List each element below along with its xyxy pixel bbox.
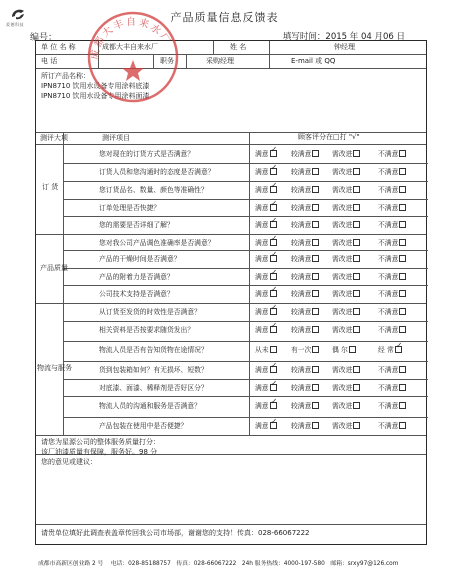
checked-checkbox-icon[interactable]: [270, 384, 277, 391]
checkbox-icon[interactable]: [312, 402, 319, 409]
rating-option[interactable]: [378, 148, 406, 158]
checkbox-icon[interactable]: [312, 255, 319, 262]
rating-option[interactable]: [255, 400, 277, 410]
rating-option[interactable]: [291, 166, 319, 176]
checkbox-icon[interactable]: [353, 290, 360, 297]
checked-checkbox-icon[interactable]: [395, 346, 402, 353]
checkbox-icon[interactable]: [312, 239, 319, 246]
checkbox-icon[interactable]: [399, 186, 406, 193]
rating-option-label: 满意: [255, 308, 269, 316]
rating-option[interactable]: [378, 184, 406, 194]
rating-option[interactable]: [291, 400, 319, 410]
question-text: 产品包装在使用中是否便捷？: [99, 422, 188, 430]
rating-option-label: 需改进: [332, 221, 353, 229]
question-text: 货到包装箱如何？有无损坏、短数？: [99, 366, 208, 374]
checkbox-icon[interactable]: [399, 273, 406, 280]
rating-option-label: 不满意: [378, 204, 399, 212]
rating-option-label: 较满意: [291, 150, 312, 158]
checkbox-icon[interactable]: [399, 422, 406, 429]
rating-option[interactable]: [291, 364, 319, 374]
checked-checkbox-icon[interactable]: [270, 290, 277, 297]
rating-option-label: 较满意: [291, 239, 312, 247]
rating-option[interactable]: [332, 382, 360, 392]
logo-text: 爱德科技: [6, 22, 24, 27]
rating-option[interactable]: [378, 382, 406, 392]
rating-option[interactable]: [332, 237, 360, 247]
checkbox-icon[interactable]: [399, 290, 406, 297]
rating-option[interactable]: [332, 306, 360, 316]
rating-option-label: 满意: [255, 221, 269, 229]
checkbox-icon[interactable]: [399, 239, 406, 246]
rating-option-label: 不满意: [378, 366, 399, 374]
rating-option-label: 需改进: [332, 168, 353, 176]
rating-option[interactable]: [255, 148, 277, 158]
rating-option[interactable]: [378, 324, 406, 334]
checked-checkbox-icon[interactable]: [270, 273, 277, 280]
rating-option-label: 较满意: [291, 204, 312, 212]
question-text: 订货人员和您沟通时的态度是否满意？: [99, 168, 215, 176]
rating-option[interactable]: [255, 271, 277, 281]
feedback-form-table: [35, 40, 427, 545]
rating-option-label: 不满意: [378, 273, 399, 281]
rating-option-label: 较满意: [291, 255, 312, 263]
rating-option-label: 满意: [255, 366, 269, 374]
group-label-ordering: 订 货: [42, 183, 59, 191]
footer-address: 成都市高新区创业路 2 号: [38, 561, 104, 567]
checkbox-icon[interactable]: [353, 402, 360, 409]
question-text: 从订货至发货的时效性是否满意？: [99, 308, 201, 316]
rating-option[interactable]: [255, 306, 277, 316]
rating-option-label: 不满意: [378, 168, 399, 176]
question-text: 相关资料是否按要求随货发出？: [99, 326, 195, 334]
rating-option[interactable]: [378, 306, 406, 316]
rating-option-label: 较满意: [291, 273, 312, 281]
rating-option[interactable]: [378, 219, 406, 229]
group-label-logistics: 物流与服务: [37, 364, 72, 372]
rating-option[interactable]: [378, 253, 406, 263]
checkbox-icon[interactable]: [353, 422, 360, 429]
rating-option[interactable]: [255, 344, 277, 354]
question-text: 订单处理是否快捷？: [99, 204, 161, 212]
rating-option-label: 有一次: [291, 346, 312, 354]
checked-checkbox-icon[interactable]: [270, 255, 277, 262]
checkbox-icon[interactable]: [353, 150, 360, 157]
question-text: 物流人员是否有告知货物在途情况？: [99, 346, 208, 354]
checked-checkbox-icon[interactable]: [270, 239, 277, 246]
rating-option[interactable]: [291, 420, 319, 430]
rating-option[interactable]: [255, 324, 277, 334]
form-title: 产品质量信息反馈表: [170, 11, 279, 24]
rating-option-label: 满意: [255, 168, 269, 176]
rating-option-label: 满意: [255, 204, 269, 212]
checkbox-icon[interactable]: [353, 168, 360, 175]
checkbox-icon[interactable]: [399, 326, 406, 333]
rating-option-label: 满意: [255, 384, 269, 392]
rating-option-label: 较满意: [291, 168, 312, 176]
serial-number-label: 编号：: [30, 33, 58, 43]
item-column-header: 测评项目: [102, 134, 130, 142]
rating-option[interactable]: [378, 271, 406, 281]
rating-option[interactable]: [291, 184, 319, 194]
rating-option[interactable]: [332, 271, 360, 281]
rating-option-label: 不满意: [378, 255, 399, 263]
rating-option-label: 满意: [255, 255, 269, 263]
checkbox-icon[interactable]: [353, 239, 360, 246]
rating-option-label: 需改进: [332, 204, 353, 212]
checkbox-icon[interactable]: [312, 290, 319, 297]
checkbox-icon[interactable]: [353, 204, 360, 211]
rating-option-label: 需改进: [332, 308, 353, 316]
checkbox-icon[interactable]: [349, 346, 356, 353]
duty-value: 采购经理: [206, 57, 234, 65]
footer-phone: 电话：028-85188757: [110, 561, 171, 567]
footer-hotline: 24h 服务热线：4000-197-580: [241, 561, 325, 567]
question-text: 您订货品名、数量、颜色等准确性？: [99, 186, 208, 194]
rating-option[interactable]: [255, 420, 277, 430]
rating-option[interactable]: [255, 288, 277, 298]
rating-option[interactable]: [291, 324, 319, 334]
rating-option[interactable]: [378, 166, 406, 176]
rating-option-label: 不满意: [378, 422, 399, 430]
checkbox-icon[interactable]: [353, 384, 360, 391]
rating-option-label: 不满意: [378, 239, 399, 247]
rating-option[interactable]: [332, 400, 360, 410]
rating-option[interactable]: [332, 364, 360, 374]
checkbox-icon[interactable]: [312, 346, 319, 353]
product-item: IPN8710 饮用水设备专用涂料面漆: [41, 92, 150, 100]
rating-option-label: 需改进: [332, 326, 353, 334]
rating-option-label: 满意: [255, 186, 269, 194]
checkbox-icon[interactable]: [312, 168, 319, 175]
checked-checkbox-icon[interactable]: [270, 204, 277, 211]
checkbox-icon[interactable]: [353, 255, 360, 262]
checkbox-icon[interactable]: [399, 221, 406, 228]
rating-option[interactable]: [332, 202, 360, 212]
company-seal-stamp: [86, 10, 180, 104]
checkbox-icon[interactable]: [353, 366, 360, 373]
rating-option[interactable]: [378, 202, 406, 212]
unit-name-value: 成都大丰自来水厂: [102, 43, 158, 51]
rating-option-label: 需改进: [332, 150, 353, 158]
checkbox-icon[interactable]: [353, 221, 360, 228]
rating-option-label: 不满意: [378, 290, 399, 298]
rating-option-label: 需改进: [332, 402, 353, 410]
rating-option[interactable]: [332, 288, 360, 298]
rating-option-label: 较满意: [291, 221, 312, 229]
rating-option-label: 较满意: [291, 308, 312, 316]
question-text: 您对我公司产品调色准确率是否满意？: [99, 239, 215, 247]
rating-option-label: 需改进: [332, 186, 353, 194]
checkbox-icon[interactable]: [399, 366, 406, 373]
rating-option[interactable]: [332, 344, 356, 354]
checkbox-icon[interactable]: [312, 384, 319, 391]
checkbox-icon[interactable]: [353, 308, 360, 315]
question-text: 公司技术支持是否满意？: [99, 290, 174, 298]
rating-option[interactable]: [332, 324, 360, 334]
rating-option[interactable]: [332, 148, 360, 158]
checkbox-icon[interactable]: [312, 422, 319, 429]
rating-option[interactable]: [332, 420, 360, 430]
checkbox-icon[interactable]: [312, 221, 319, 228]
rating-option-label: 经 常: [378, 346, 394, 354]
rating-column-header: 顾客评分在□打 "√": [298, 133, 360, 141]
checkbox-icon[interactable]: [353, 273, 360, 280]
rating-option[interactable]: [378, 400, 406, 410]
rating-option-label: 较满意: [291, 186, 312, 194]
rating-option[interactable]: [332, 184, 360, 194]
rating-option[interactable]: [291, 148, 319, 158]
svg-text:成都大丰自来水厂: 成都大丰自来水厂: [89, 16, 173, 61]
checkbox-icon[interactable]: [312, 204, 319, 211]
checked-checkbox-icon[interactable]: [270, 326, 277, 333]
checkbox-icon[interactable]: [399, 402, 406, 409]
return-instructions: 请贵单位填好此调查表盖章传回我公司市场部，谢谢您的支持！传真：028-66067222: [41, 529, 310, 537]
rating-option[interactable]: [255, 382, 277, 392]
rating-option[interactable]: [255, 237, 277, 247]
rating-option-label: 需改进: [332, 255, 353, 263]
checkbox-icon[interactable]: [312, 308, 319, 315]
question-text: 您对现在的订货方式是否满意？: [99, 150, 195, 158]
products-label: 所订产品名称：: [41, 72, 90, 80]
group-label-quality: 产品质量: [40, 264, 68, 272]
footer-email: 邮箱：srxy97@126.com: [330, 561, 399, 567]
name-value: 钟经理: [334, 43, 355, 51]
rating-option-label: 较满意: [291, 366, 312, 374]
question-text: 物流人员的沟通和服务是否满意？: [99, 402, 201, 410]
rating-option[interactable]: [255, 253, 277, 263]
rating-option[interactable]: [291, 202, 319, 212]
checkbox-icon[interactable]: [399, 204, 406, 211]
rating-option-label: 不满意: [378, 308, 399, 316]
rating-option-label: 满意: [255, 150, 269, 158]
rating-option[interactable]: [378, 420, 406, 430]
rating-option[interactable]: [291, 288, 319, 298]
rating-option-label: 需改进: [332, 366, 353, 374]
checkbox-icon[interactable]: [312, 186, 319, 193]
checkbox-icon[interactable]: [270, 346, 277, 353]
rating-option-label: 不满意: [378, 221, 399, 229]
question-text: 您的需要是否详细了解？: [99, 221, 174, 229]
overall-score-prompt: 请您为星源公司的整体服务质量打分：: [41, 438, 160, 446]
duty-label: 职务: [160, 57, 174, 65]
checkbox-icon[interactable]: [399, 384, 406, 391]
name-label: 姓 名: [230, 43, 247, 51]
checkbox-icon[interactable]: [399, 255, 406, 262]
suggestions-label: 您的意见或建议：: [41, 458, 97, 466]
rating-option[interactable]: [291, 219, 319, 229]
rating-option-label: 满意: [255, 273, 269, 281]
product-item: IPN8710 饮用水设备专用涂料底漆: [41, 82, 150, 90]
checked-checkbox-icon[interactable]: [270, 221, 277, 228]
checkbox-icon[interactable]: [353, 326, 360, 333]
phone-label: 电 话: [41, 57, 58, 65]
rating-option-label: 需改进: [332, 422, 353, 430]
checkbox-icon[interactable]: [399, 168, 406, 175]
email-label: E-mail 或 QQ: [291, 57, 336, 65]
rating-option[interactable]: [291, 344, 319, 354]
rating-option-label: 不满意: [378, 326, 399, 334]
rating-option[interactable]: [255, 364, 277, 374]
checked-checkbox-icon[interactable]: [270, 422, 277, 429]
rating-option[interactable]: [332, 219, 360, 229]
rating-option[interactable]: [378, 288, 406, 298]
checked-checkbox-icon[interactable]: [270, 168, 277, 175]
rating-option-label: 满意: [255, 290, 269, 298]
footer-bar: [38, 558, 398, 567]
rating-option[interactable]: [291, 253, 319, 263]
question-text: 对底漆、面漆、稀释剂是否好区分？: [99, 384, 208, 392]
rating-option-label: 不满意: [378, 384, 399, 392]
rating-option-label: 满意: [255, 422, 269, 430]
fill-date: 填写时间：2015 年 04 月06 日: [282, 32, 405, 42]
rating-option[interactable]: [378, 344, 402, 354]
rating-option-label: 不满意: [378, 186, 399, 194]
rating-option-label: 需改进: [332, 239, 353, 247]
rating-option-label: 偶 尔: [332, 346, 348, 354]
rating-option[interactable]: [255, 202, 277, 212]
rating-option-label: 较满意: [291, 422, 312, 430]
checkbox-icon[interactable]: [399, 308, 406, 315]
question-text: 产品的附着力是否满意？: [99, 273, 174, 281]
checkbox-icon[interactable]: [312, 326, 319, 333]
rating-option[interactable]: [291, 271, 319, 281]
checked-checkbox-icon[interactable]: [270, 366, 277, 373]
unit-name-label: 单 位 名 称: [41, 43, 76, 51]
rating-option-label: 需改进: [332, 384, 353, 392]
checked-checkbox-icon[interactable]: [270, 308, 277, 315]
rating-option[interactable]: [291, 237, 319, 247]
checkbox-icon[interactable]: [312, 273, 319, 280]
rating-option[interactable]: [332, 253, 360, 263]
rating-option-label: 满意: [255, 326, 269, 334]
rating-option[interactable]: [332, 166, 360, 176]
rating-option[interactable]: [291, 382, 319, 392]
checkbox-icon[interactable]: [312, 150, 319, 157]
checkbox-icon[interactable]: [353, 186, 360, 193]
checked-checkbox-icon[interactable]: [270, 150, 277, 157]
rating-option-label: 较满意: [291, 326, 312, 334]
checkbox-icon[interactable]: [312, 366, 319, 373]
category-column-header: 测评大项: [40, 134, 68, 142]
rating-option-label: 较满意: [291, 402, 312, 410]
rating-option[interactable]: [255, 219, 277, 229]
rating-option[interactable]: [378, 364, 406, 374]
rating-option[interactable]: [255, 184, 277, 194]
rating-option-label: 需改进: [332, 290, 353, 298]
rating-option-label: 不满意: [378, 150, 399, 158]
rating-option-label: 满意: [255, 239, 269, 247]
question-text: 产品的干燥时间是否满意？: [99, 255, 181, 263]
rating-option[interactable]: [291, 306, 319, 316]
rating-option-label: 从未: [255, 346, 269, 354]
checked-checkbox-icon[interactable]: [270, 186, 277, 193]
rating-option-label: 满意: [255, 402, 269, 410]
checkbox-icon[interactable]: [399, 150, 406, 157]
overall-score-answer: 该厂油漆质量有保障，服务好。98 分: [41, 448, 158, 456]
rating-option-label: 不满意: [378, 402, 399, 410]
rating-option-label: 需改进: [332, 273, 353, 281]
footer-fax: 传真：028-66067222: [176, 561, 237, 567]
rating-option-label: 较满意: [291, 290, 312, 298]
rating-option-label: 较满意: [291, 384, 312, 392]
rating-option[interactable]: [255, 166, 277, 176]
rating-option[interactable]: [378, 237, 406, 247]
checked-checkbox-icon[interactable]: [270, 402, 277, 409]
